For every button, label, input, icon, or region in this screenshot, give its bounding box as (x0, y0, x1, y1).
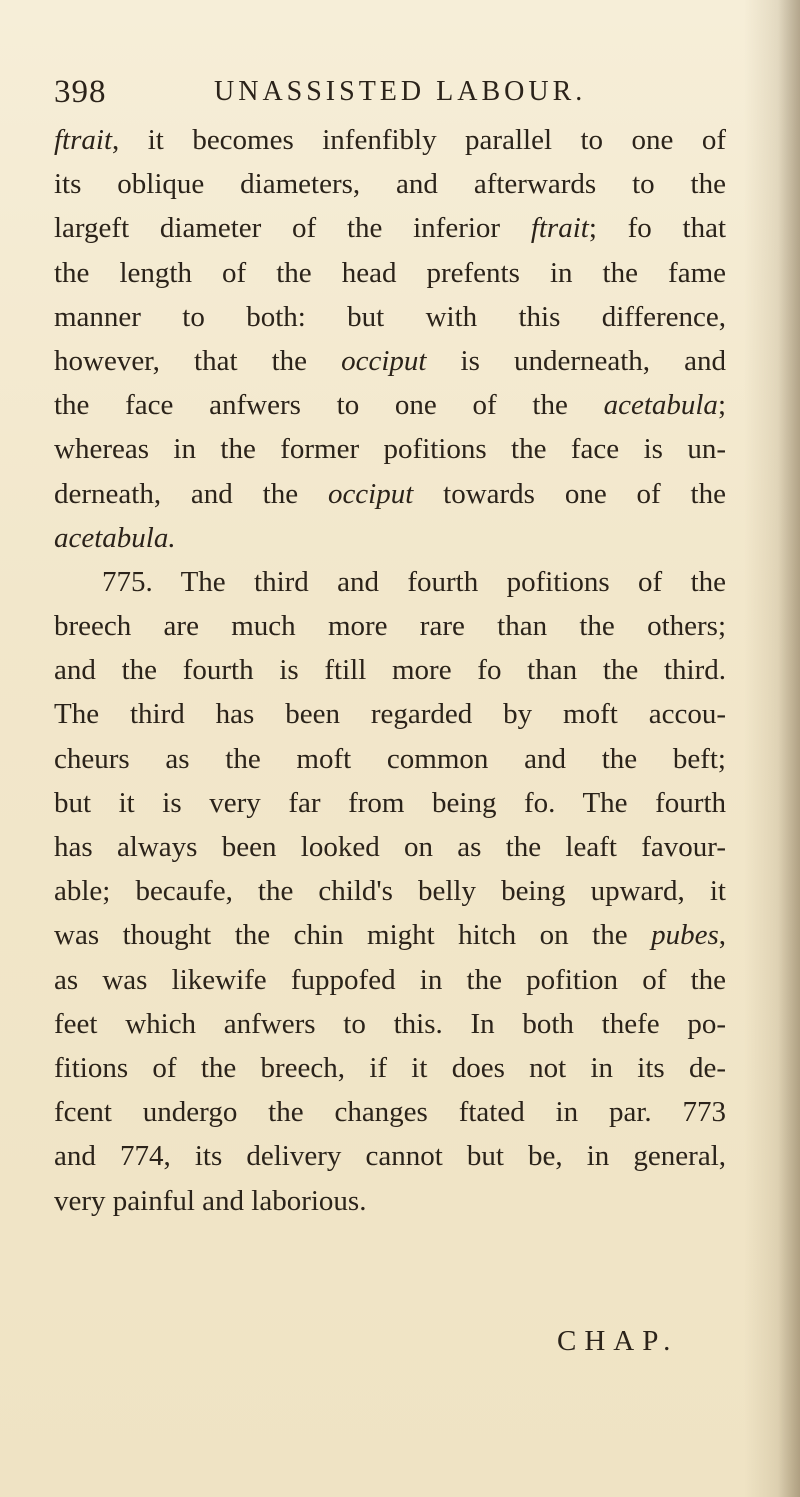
italic-text: acetabula (603, 389, 718, 422)
text-segment: largeft diameter of the inferior (54, 212, 531, 245)
text-segment: feet which anfwers to this. In both thefe po- (54, 1007, 726, 1040)
text-line (54, 1046, 726, 1090)
text-line (54, 869, 726, 913)
text-line (54, 118, 726, 162)
text-line (54, 1002, 726, 1046)
text-line (54, 339, 726, 383)
text-line (54, 1179, 726, 1223)
italic-text: occiput (341, 344, 427, 377)
text-segment: was thought the chin might hitch on the (54, 919, 652, 952)
text-segment: and the fourth is ftill more fo than the third. (54, 654, 726, 687)
page-header (54, 74, 730, 114)
text-line (54, 604, 726, 648)
catchword: CHAP. (557, 1325, 679, 1357)
text-segment: fcent undergo the changes ftated in par. 773 (54, 1096, 726, 1129)
text-segment: very painful and laborious. (54, 1184, 367, 1217)
text-segment: is underneath, and (426, 344, 726, 377)
text-segment: however, that the (54, 344, 342, 377)
text-segment: as was likewife fuppofed in the pofition of the (54, 963, 726, 996)
text-segment: breech are much more rare than the others; (54, 610, 726, 643)
text-line (54, 560, 726, 604)
text-line (54, 383, 726, 427)
text-segment: and 774, its delivery cannot but be, in general, (54, 1140, 726, 1173)
italic-text: ftrait (530, 212, 589, 245)
text-line (54, 913, 726, 957)
text-segment: whereas in the former pofitions the face is un- (54, 433, 726, 466)
text-line (54, 825, 726, 869)
text-line (54, 251, 726, 295)
text-segment: ; (717, 389, 726, 422)
page-edge-shadow (778, 0, 800, 1497)
text-segment: cheurs as the moft common and the beft; (54, 742, 726, 775)
text-line (54, 1090, 726, 1134)
italic-text: occiput (327, 477, 414, 510)
text-line (54, 295, 726, 339)
text-line (54, 737, 726, 781)
text-segment: towards one of the (413, 477, 726, 510)
text-line (54, 958, 726, 1002)
text-segment: able; becaufe, the child's belly being upward, it (54, 875, 726, 908)
text-line (54, 472, 726, 516)
text-line (54, 781, 726, 825)
text-segment: , it becomes infenfibly parallel to one of (112, 124, 726, 156)
text-segment: but it is very far from being fo. The fourth (54, 786, 726, 819)
text-line (54, 648, 726, 692)
page-number: 398 (54, 74, 107, 110)
text-segment: fitions of the breech, if it does not in its de- (54, 1051, 726, 1084)
text-segment: manner to both: but with this difference, (54, 300, 726, 333)
text-segment: The third has been regarded by moft accou- (54, 698, 726, 731)
italic-text: acetabula. (54, 521, 176, 554)
italic-text: ftrait (54, 124, 113, 156)
text-line (54, 516, 726, 560)
text-line (54, 162, 726, 206)
text-line (54, 427, 726, 471)
text-segment: , (718, 919, 726, 952)
text-line (54, 206, 726, 250)
text-segment: ; fo that (588, 212, 726, 245)
text-segment: its oblique diameters, and afterwards to the (54, 168, 726, 201)
italic-text: pubes (651, 919, 719, 952)
text-line (54, 1134, 726, 1178)
body-text (54, 118, 726, 1223)
text-segment: 775. The third and fourth pofitions of the (102, 565, 726, 598)
text-segment: the length of the head prefents in the fame (54, 256, 726, 289)
text-line (54, 692, 726, 736)
text-segment: the face anfwers to one of the (54, 389, 604, 422)
text-segment: has always been looked on as the leaft favour- (54, 831, 726, 863)
text-segment: derneath, and the (54, 477, 328, 510)
running-head: UNASSISTED LABOUR. (214, 76, 587, 107)
